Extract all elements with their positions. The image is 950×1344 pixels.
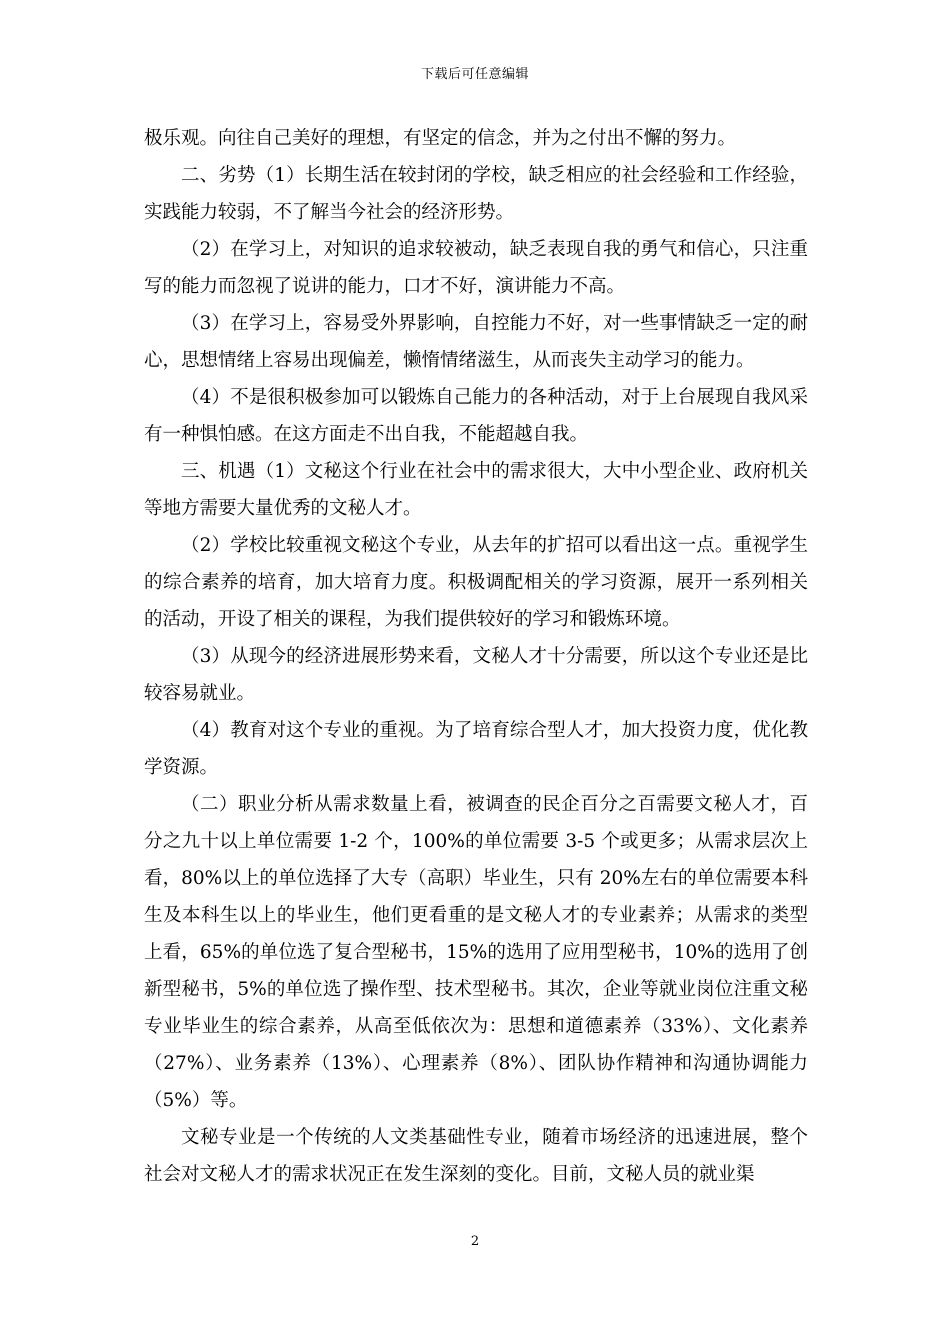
paragraph-3: （2）在学习上，对知识的追求较被动，缺乏表现自我的勇气和信心，只注重写的能力而忽视了说讲的能力，口才不好，演讲能力不高。 — [144, 239, 808, 297]
paragraph-6: 三、机遇（1）文秘这个行业在社会中的需求很大，大中小型企业、政府机关等地方需要大量优秀的文秘人才。 — [144, 461, 808, 519]
paragraph-9: （4）教育对这个专业的重视。为了培育综合型人才，加大投资力度，优化教学资源。 — [144, 720, 808, 778]
document-body — [144, 120, 808, 1193]
paragraph-8: （3）从现今的经济进展形势来看，文秘人才十分需要，所以这个专业还是比较容易就业。 — [144, 646, 808, 704]
paragraph-5: （4）不是很积极参加可以锻炼自己能力的各种活动，对于上台展现自我风采有一种惧怕感。在这方面走不出自我，不能超越自我。 — [144, 387, 808, 445]
paragraph-7: （2）学校比较重视文秘这个专业，从去年的扩招可以看出这一点。重视学生的综合素养的培育，加大培育力度。积极调配相关的学习资源，展开一系列相关的活动，开设了相关的课程，为我们提供较好的学习和锻炼环境。 — [144, 535, 808, 630]
paragraph-4: （3）在学习上，容易受外界影响，自控能力不好，对一些事情缺乏一定的耐心，思想情绪上容易出现偏差，懒惰情绪滋生，从而丧失主动学习的能力。 — [144, 313, 808, 371]
paragraph-11: 文秘专业是一个传统的人文类基础性专业，随着市场经济的迅速进展，整个社会对文秘人才的需求状况正在发生深刻的变化。目前，文秘人员的就业渠 — [144, 1127, 808, 1185]
paragraph-1: 极乐观。向往自己美好的理想，有坚定的信念，并为之付出不懈的努力。 — [144, 128, 737, 149]
page-number: 2 — [470, 1234, 480, 1249]
paragraph-10: （二）职业分析从需求数量上看，被调查的民企百分之百需要文秘人才，百分之九十以上单位需要 1-2 个，100%的单位需要 3-5 个或更多；从需求层次上看，80%以上的单位选择了大专（高职）毕业生，只有 20%左右的单位需要本科生及本科生以上的毕业生，他们更看重的是文秘人才的专业素养；从需求的类型上看，65%的单位选了复合型秘书，15%的选用了应用型秘书，10%的选用了创新型秘书，5%的单位选了操作型、技术型秘书。其次，企业等就业岗位注重文秘专业毕业生的综合素养，从高至低依次为：思想和道德素养（33%）、文化素养（27%）、业务素养（13%）、心理素养（8%）、团队协作精神和沟通协调能力（5%）等。 — [144, 794, 808, 1111]
paragraph-2: 二、劣势（1）长期生活在较封闭的学校，缺乏相应的社会经验和工作经验，实践能力较弱，不了解当今社会的经济形势。 — [144, 165, 808, 223]
page-header: 下载后可任意编辑 — [420, 67, 529, 82]
